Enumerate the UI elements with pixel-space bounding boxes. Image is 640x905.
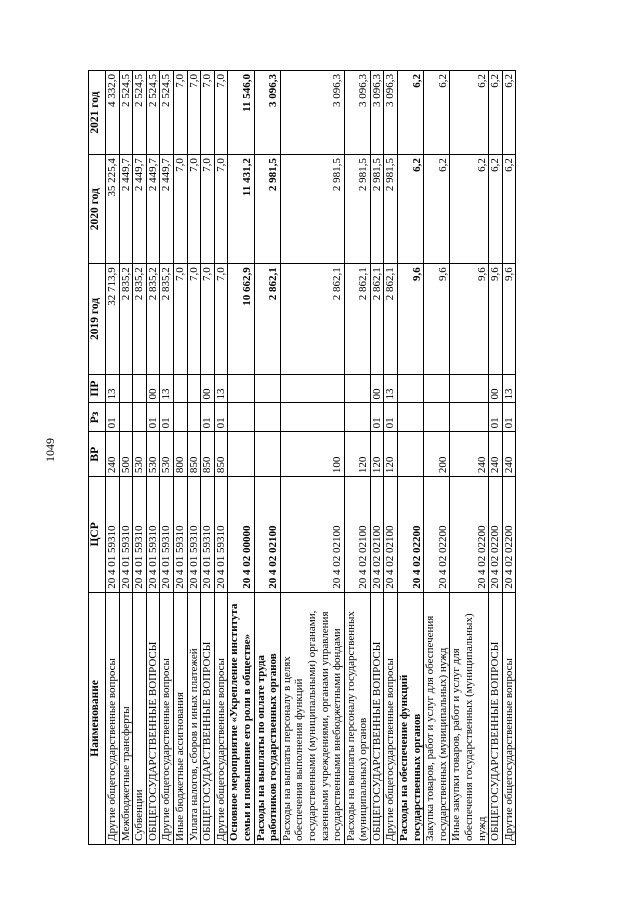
cell-rz: 01: [384, 403, 398, 432]
cell-pr: [398, 374, 424, 403]
cell-pr: [280, 374, 344, 403]
table-row: [370, 71, 384, 845]
cell-rz: [280, 403, 344, 432]
cell-name: Расходы на выплаты по оплате труда работников государственных органов: [254, 592, 280, 844]
header-2020: 2020 год: [89, 155, 106, 264]
cell-2021: 6,2: [489, 71, 503, 155]
cell-rz: 01: [106, 403, 120, 432]
cell-2020: 35 225,4: [106, 155, 120, 264]
cell-name: Уплата налогов, сборов и иных платежей: [187, 592, 201, 844]
header-2021: 2021 год: [89, 71, 106, 155]
cell-name: Другие общегосударственные вопросы: [160, 592, 174, 844]
table-header-row: [89, 71, 106, 845]
cell-name: Межбюджетные трансферты: [119, 592, 133, 844]
cell-csr: 20 4 02 02200: [424, 477, 450, 593]
cell-vr: 530: [160, 432, 174, 477]
cell-2021: 2 524,5: [146, 71, 160, 155]
table-row: [398, 71, 424, 845]
cell-name: Расходы на выплаты персоналу государственных (муниципальных) органов: [344, 592, 370, 844]
cell-2020: 2 981,5: [370, 155, 384, 264]
cell-csr: 20 4 02 02200: [502, 477, 516, 593]
cell-rz: [398, 403, 424, 432]
cell-2019: 2 862,1: [280, 264, 344, 374]
cell-2020: 2 449,7: [133, 155, 147, 264]
cell-name: Расходы на выплаты персоналу в целях обеспечения выполнения функций государственными (муниципальными) органами, казенными учреждениями, органами управления государственными внебюджетными фондами: [280, 592, 344, 844]
cell-name: Закупка товаров, работ и услуг для обеспечения государственных (муниципальных) нужд: [424, 592, 450, 844]
table-row: [106, 71, 120, 845]
cell-csr: 20 4 01 59310: [214, 477, 228, 593]
cell-2020: 6,2: [450, 155, 489, 264]
cell-2021: 6,2: [398, 71, 424, 155]
cell-rz: 01: [489, 403, 503, 432]
cell-vr: 240: [106, 432, 120, 477]
cell-name: Расходы на обеспечение функций государственных органов: [398, 592, 424, 844]
cell-2021: 3 096,3: [384, 71, 398, 155]
header-name: Наименование: [89, 592, 106, 844]
cell-2021: 6,2: [424, 71, 450, 155]
cell-2021: 3 096,3: [254, 71, 280, 155]
cell-csr: 20 4 01 59310: [173, 477, 187, 593]
cell-2020: 7,0: [187, 155, 201, 264]
cell-2021: 3 096,3: [344, 71, 370, 155]
cell-2019: 2 835,2: [119, 264, 133, 374]
cell-rz: [254, 403, 280, 432]
cell-2019: 2 862,1: [370, 264, 384, 374]
cell-2020: 7,0: [173, 155, 187, 264]
table-row: [424, 71, 450, 845]
cell-name: Другие общегосударственные вопросы: [106, 592, 120, 844]
cell-rz: [450, 403, 489, 432]
cell-csr: 20 4 01 59310: [133, 477, 147, 593]
cell-2020: 7,0: [201, 155, 215, 264]
header-pr: ПР: [89, 374, 106, 403]
cell-2020: 2 981,5: [280, 155, 344, 264]
cell-vr: 240: [489, 432, 503, 477]
cell-csr: 20 4 02 02200: [489, 477, 503, 593]
cell-2021: 7,0: [201, 71, 215, 155]
cell-vr: 850: [214, 432, 228, 477]
cell-rz: [228, 403, 254, 432]
cell-pr: 00: [146, 374, 160, 403]
table-row: [228, 71, 254, 845]
cell-2020: 6,2: [398, 155, 424, 264]
table-row: [133, 71, 147, 845]
cell-2021: 6,2: [502, 71, 516, 155]
cell-2021: 2 524,5: [160, 71, 174, 155]
cell-2019: 32 713,9: [106, 264, 120, 374]
cell-vr: 100: [280, 432, 344, 477]
table-row: [173, 71, 187, 845]
cell-vr: [398, 432, 424, 477]
table-row: [160, 71, 174, 845]
cell-2019: 2 862,1: [254, 264, 280, 374]
cell-2019: 10 662,9: [228, 264, 254, 374]
cell-2019: 2 835,2: [133, 264, 147, 374]
cell-vr: 850: [201, 432, 215, 477]
cell-csr: 20 4 01 59310: [146, 477, 160, 593]
cell-2019: 9,6: [450, 264, 489, 374]
cell-pr: [187, 374, 201, 403]
cell-pr: [254, 374, 280, 403]
cell-name: Иные закупки товаров, работ и услуг для обеспечения государственных (муниципальных) нужд: [450, 592, 489, 844]
cell-name: ОБЩЕГОСУДАРСТВЕННЫЕ ВОПРОСЫ: [146, 592, 160, 844]
table-row: [502, 71, 516, 845]
cell-2019: 2 835,2: [160, 264, 174, 374]
cell-vr: 530: [146, 432, 160, 477]
cell-vr: 240: [450, 432, 489, 477]
cell-vr: 500: [119, 432, 133, 477]
cell-2019: 9,6: [489, 264, 503, 374]
cell-csr: 20 4 02 02100: [344, 477, 370, 593]
cell-2019: 2 862,1: [384, 264, 398, 374]
cell-csr: 20 4 02 02100: [254, 477, 280, 593]
cell-pr: 13: [502, 374, 516, 403]
header-rz: Рз: [89, 403, 106, 432]
cell-2019: 7,0: [214, 264, 228, 374]
cell-2021: 3 096,3: [370, 71, 384, 155]
header-2019: 2019 год: [89, 264, 106, 374]
cell-rz: 01: [502, 403, 516, 432]
table-row: [214, 71, 228, 845]
budget-table: [88, 70, 516, 845]
cell-pr: [344, 374, 370, 403]
cell-2021: 7,0: [187, 71, 201, 155]
cell-csr: 20 4 01 59310: [106, 477, 120, 593]
table-row: [119, 71, 133, 845]
cell-2020: 7,0: [214, 155, 228, 264]
cell-rz: [424, 403, 450, 432]
cell-2020: 2 981,5: [384, 155, 398, 264]
cell-rz: 01: [201, 403, 215, 432]
cell-2021: 4 332,0: [106, 71, 120, 155]
cell-vr: [254, 432, 280, 477]
cell-2020: 2 449,7: [160, 155, 174, 264]
cell-name: ОБЩЕГОСУДАРСТВЕННЫЕ ВОПРОСЫ: [489, 592, 503, 844]
cell-pr: [424, 374, 450, 403]
cell-name: Основное мероприятие «Укрепление института семьи и повышение его роли в обществе»: [228, 592, 254, 844]
cell-2020: 2 981,5: [344, 155, 370, 264]
cell-csr: 20 4 02 02200: [450, 477, 489, 593]
cell-csr: 20 4 01 59310: [160, 477, 174, 593]
rotated-page: [88, 70, 556, 845]
cell-name: Субвенции: [133, 592, 147, 844]
cell-vr: 530: [133, 432, 147, 477]
cell-pr: [450, 374, 489, 403]
cell-name: ОБЩЕГОСУДАРСТВЕННЫЕ ВОПРОСЫ: [370, 592, 384, 844]
cell-vr: 800: [173, 432, 187, 477]
cell-2019: 9,6: [502, 264, 516, 374]
cell-2020: 6,2: [502, 155, 516, 264]
table-row: [450, 71, 489, 845]
cell-2021: 3 096,3: [280, 71, 344, 155]
cell-rz: [187, 403, 201, 432]
cell-2020: 6,2: [489, 155, 503, 264]
cell-csr: 20 4 02 02100: [280, 477, 344, 593]
cell-rz: [173, 403, 187, 432]
cell-name: Другие общегосударственные вопросы: [502, 592, 516, 844]
cell-2021: 11 546,0: [228, 71, 254, 155]
cell-2021: 7,0: [173, 71, 187, 155]
table-row: [187, 71, 201, 845]
cell-2020: 2 449,7: [146, 155, 160, 264]
cell-rz: [133, 403, 147, 432]
cell-2021: 2 524,5: [119, 71, 133, 155]
table-body: [106, 71, 516, 845]
cell-vr: 240: [502, 432, 516, 477]
cell-pr: [133, 374, 147, 403]
cell-2020: 2 449,7: [119, 155, 133, 264]
cell-pr: [228, 374, 254, 403]
cell-name: Другие общегосударственные вопросы: [214, 592, 228, 844]
cell-pr: 00: [370, 374, 384, 403]
table-row: [489, 71, 503, 845]
cell-2019: 2 862,1: [344, 264, 370, 374]
header-vr: ВР: [89, 432, 106, 477]
table-row: [146, 71, 160, 845]
cell-vr: 120: [384, 432, 398, 477]
cell-pr: [173, 374, 187, 403]
cell-rz: 01: [370, 403, 384, 432]
cell-csr: 20 4 02 02200: [398, 477, 424, 593]
cell-2020: 11 431,2: [228, 155, 254, 264]
cell-pr: [119, 374, 133, 403]
cell-2019: 2 835,2: [146, 264, 160, 374]
table-row: [280, 71, 344, 845]
cell-vr: 850: [187, 432, 201, 477]
cell-csr: 20 4 01 59310: [119, 477, 133, 593]
cell-rz: [119, 403, 133, 432]
cell-2019: 9,6: [424, 264, 450, 374]
cell-rz: [344, 403, 370, 432]
table-row: [384, 71, 398, 845]
cell-csr: 20 4 02 02100: [384, 477, 398, 593]
table-row: [344, 71, 370, 845]
cell-csr: 20 4 01 59310: [201, 477, 215, 593]
cell-vr: 200: [424, 432, 450, 477]
table-row: [254, 71, 280, 845]
cell-2019: 7,0: [187, 264, 201, 374]
cell-pr: 13: [214, 374, 228, 403]
cell-pr: 00: [201, 374, 215, 403]
cell-2020: 6,2: [424, 155, 450, 264]
page-number: 1049: [43, 438, 57, 462]
cell-pr: 13: [106, 374, 120, 403]
cell-name: Другие общегосударственные вопросы: [384, 592, 398, 844]
header-csr: ЦСР: [89, 477, 106, 593]
cell-vr: 120: [344, 432, 370, 477]
cell-2021: 7,0: [214, 71, 228, 155]
cell-vr: [228, 432, 254, 477]
cell-vr: 120: [370, 432, 384, 477]
cell-2019: 9,6: [398, 264, 424, 374]
cell-pr: 00: [489, 374, 503, 403]
cell-pr: 13: [160, 374, 174, 403]
cell-rz: 01: [214, 403, 228, 432]
cell-csr: 20 4 01 59310: [187, 477, 201, 593]
cell-rz: 01: [146, 403, 160, 432]
cell-csr: 20 4 02 00000: [228, 477, 254, 593]
cell-2019: 7,0: [173, 264, 187, 374]
cell-2021: 6,2: [450, 71, 489, 155]
cell-pr: 13: [384, 374, 398, 403]
cell-2019: 7,0: [201, 264, 215, 374]
cell-2020: 2 981,5: [254, 155, 280, 264]
cell-name: ОБЩЕГОСУДАРСТВЕННЫЕ ВОПРОСЫ: [201, 592, 215, 844]
cell-2021: 2 524,5: [133, 71, 147, 155]
cell-csr: 20 4 02 02100: [370, 477, 384, 593]
cell-name: Иные бюджетные ассигнования: [173, 592, 187, 844]
cell-rz: 01: [160, 403, 174, 432]
table-row: [201, 71, 215, 845]
